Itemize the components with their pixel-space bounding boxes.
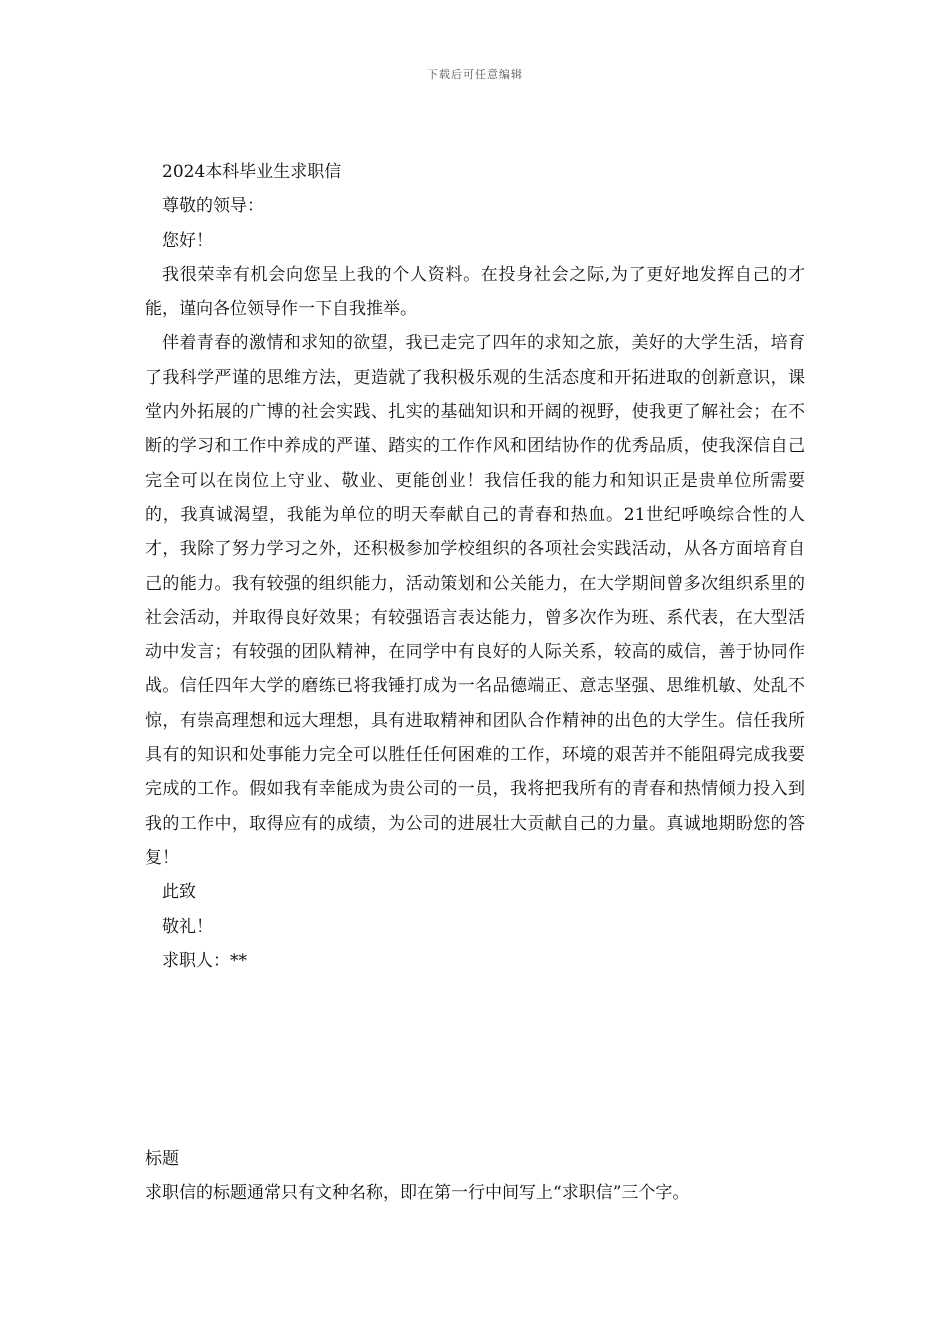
letter-paragraph-intro: 我很荣幸有机会向您呈上我的个人资料。在投身社会之际,为了更好地发挥自己的才能，谨向各位领导作一下自我推举。 <box>145 264 805 320</box>
letter-greeting: 您好！ <box>162 230 213 251</box>
notes-heading: 标题 <box>145 1149 179 1169</box>
letter-closing-1: 此致 <box>162 882 196 903</box>
letter-paragraph-body: 伴着青春的激情和求知的欲望，我已走完了四年的求知之旅，美好的大学生活，培育了我科学严谨的思维方法，更造就了我积极乐观的生活态度和开拓进取的创新意识，课堂内外拓展的广博的社会实践、扎实的基础知识和开阔的视野，使我更了解社会；在不断的学习和工作中养成的严谨、踏实的工作作风和团结协作的优秀品质，使我深信自己完全可以在岗位上守业、敬业、更能创业！我信任我的能力和知识正是贵单位所需要的，我真诚渴望，我能为单位的明天奉献自己的青春和热血。21世纪呼唤综合性的人才，我除了努力学习之外，还积极参加学校组织的各项社会实践活动，从各方面培育自己的能力。我有较强的组织能力，活动策划和公关能力，在大学期间曾多次组织系里的社会活动，并取得良好效果；有较强语言表达能力，曾多次作为班、系代表，在大型活动中发言；有较强的团队精神，在同学中有良好的人际关系，较高的威信，善于协同作战。信任四年大学的磨练已将我锤打成为一名品德端正、意志坚强、思维机敏、处乱不惊，有崇高理想和远大理想，具有进取精神和团队合作精神的出色的大学生。信任我所具有的知识和处事能力完全可以胜任任何困难的工作，环境的艰苦并不能阻碍完成我要完成的工作。假如我有幸能成为贵公司的一员，我将把我所有的青春和热情倾力投入到我的工作中，取得应有的成绩，为公司的进展壮大贡献自己的力量。真诚地期盼您的答复！ <box>145 333 805 868</box>
letter-closing-2: 敬礼！ <box>162 916 213 937</box>
writing-notes <box>145 1142 805 1210</box>
letter-salutation: 尊敬的领导： <box>162 196 264 217</box>
header-note: 下载后可任意编辑 <box>427 68 523 81</box>
letter-title: 2024本科毕业生求职信 <box>162 162 342 182</box>
cover-letter <box>145 155 805 978</box>
notes-text: 求职信的标题通常只有文种名称，即在第一行中间写上“求职信”三个字。 <box>145 1183 690 1203</box>
letter-signature: 求职人：** <box>162 950 247 971</box>
